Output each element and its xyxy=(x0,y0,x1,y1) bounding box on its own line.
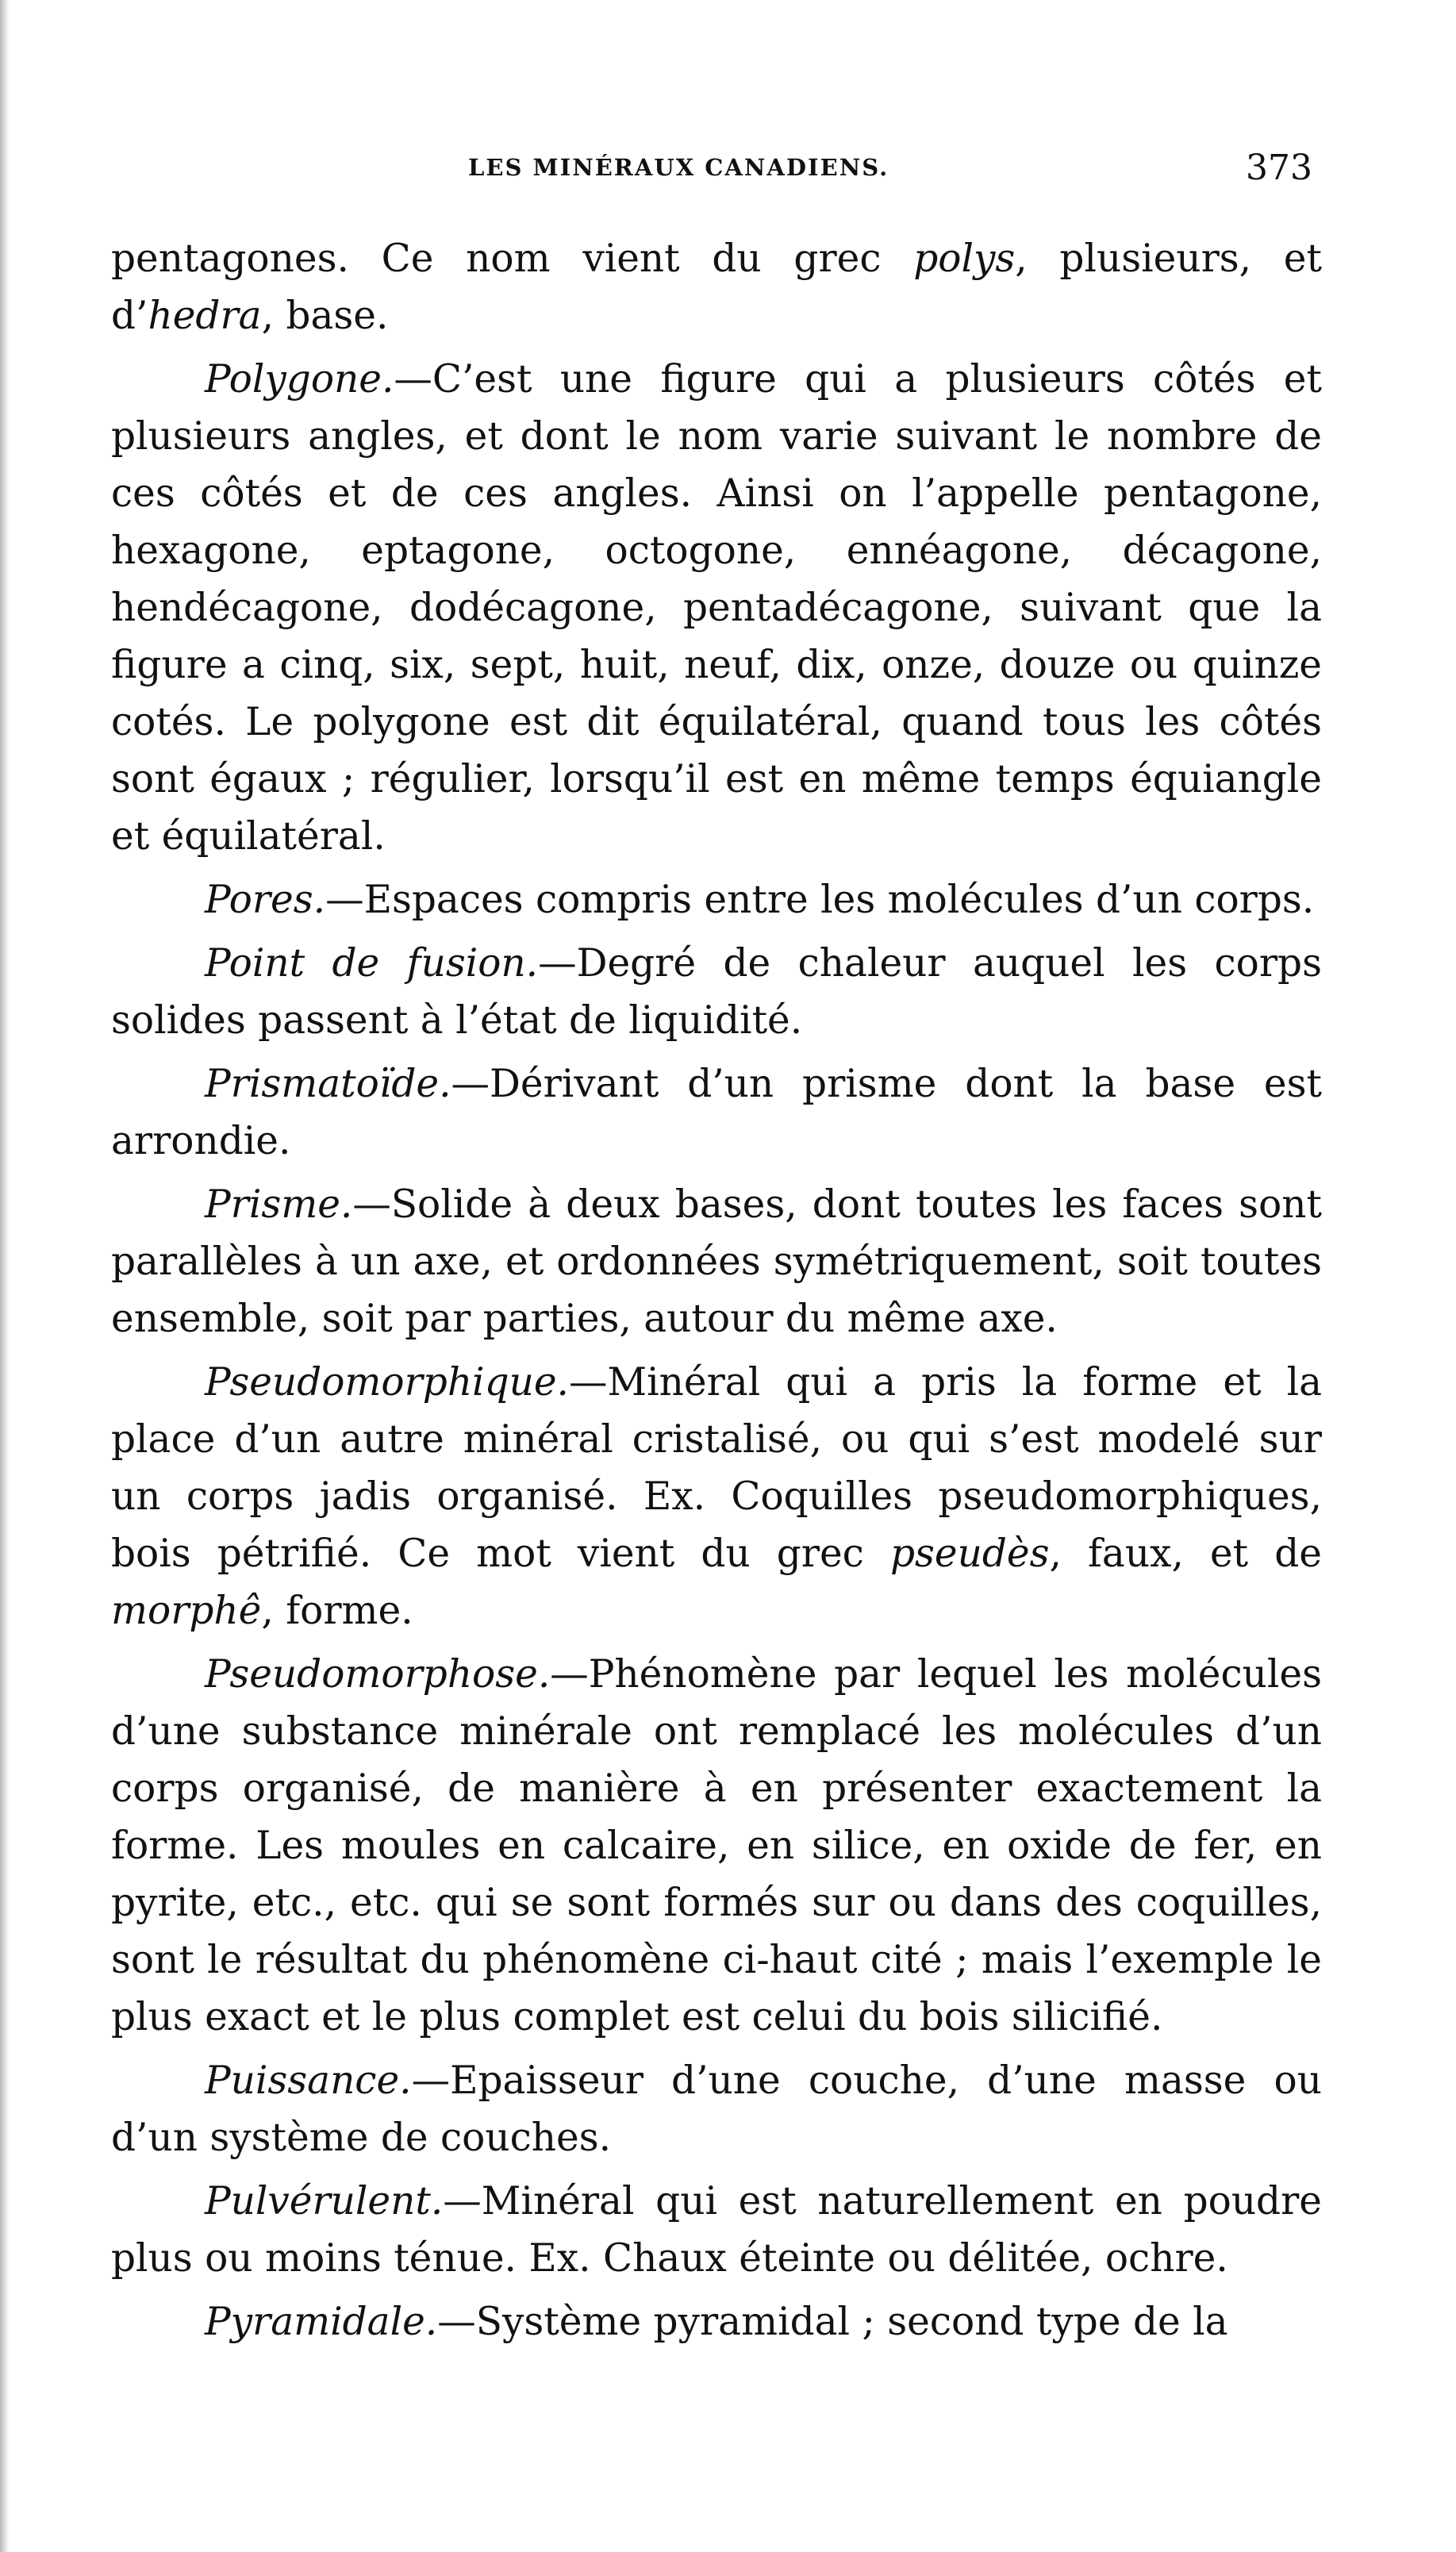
glossary-entry-pores xyxy=(111,871,1322,928)
entry-term: Pyramidale. xyxy=(205,2300,438,2344)
entry-term: Point de fusion. xyxy=(205,941,539,986)
entry-term: Prismatoïde. xyxy=(205,1062,451,1106)
entry-definition: —Solide à deux bases, dont toutes les faces sont parallèles à un axe, et ordonnées symétriquement, soit toutes ensemble, soit par parties, autour du même axe. xyxy=(111,1182,1322,1341)
entry-definition: —Système pyramidal ; second type de la xyxy=(437,2300,1228,2344)
entry-term: Polygone. xyxy=(205,357,394,402)
greek-word: pseudès xyxy=(889,1532,1050,1576)
entry-term: Pseudomorphose. xyxy=(205,1652,551,1697)
entry-definition: —Minéral qui a pris la forme et la place d’un autre minéral cristalisé, ou qui s’est modelé sur un corps jadis organisé. Ex. Coquilles pseudomorphiques, bois pétrifié. Ce mot vient du grec xyxy=(111,1360,1322,1576)
glossary-entry-pseudomorphose xyxy=(111,1646,1322,2046)
entry-term: Prisme. xyxy=(205,1182,353,1227)
glossary-entry-continuation: pentagones. Ce nom vient du grec polys, plusieurs, et d’hedra, base. xyxy=(111,236,1322,338)
greek-word: polys xyxy=(913,236,1016,281)
entry-term: Pulvérulent. xyxy=(205,2179,444,2223)
glossary-entry-puissance xyxy=(111,2052,1322,2166)
entry-term: Puissance. xyxy=(205,2058,412,2103)
page-number: 373 xyxy=(1246,148,1312,188)
greek-word: hedra xyxy=(148,294,262,338)
glossary-entry-pulverulent xyxy=(111,2173,1322,2287)
entry-term: Pores. xyxy=(205,878,326,922)
entry-definition: —Minéral qui est naturellement en poudre plus ou moins ténue. Ex. Chaux éteinte ou délitée, ochre. xyxy=(111,2179,1322,2281)
entry-term: Pseudomorphique. xyxy=(205,1360,569,1405)
entry-definition: —Espaces compris entre les molécules d’un corps. xyxy=(325,878,1315,922)
glossary-entry-point-de-fusion xyxy=(111,935,1322,1049)
greek-word: morphê xyxy=(111,1589,262,1633)
page-header xyxy=(0,148,1456,195)
binding-edge-shadow xyxy=(0,0,11,2552)
entry-definition: —Epaisseur d’une couche, d’une masse ou d’un système de couches. xyxy=(111,2058,1322,2160)
glossary-entry-polygone xyxy=(111,351,1322,865)
glossary-entry-pseudomorphique: Pseudomorphique.—Minéral qui a pris la forme et la place d’un autre minéral cristalisé, ou qui s’est modelé sur un corps jadis organisé. Ex. Coquilles pseudomorphiques, bois pétrifié. Ce mot vient du grec pseudès, faux, et de morphê, forme. xyxy=(111,1360,1322,1633)
entry-definition: —Phénomène par lequel les molécules d’une substance minérale ont remplacé les molécules d’un corps organisé, de manière à en présenter exactement la forme. Les moules en calcaire, en silice, en oxide de fer, en pyrite, etc., etc. qui se sont formés sur ou dans des coquilles, sont le résultat du phénomène ci-haut cité ; mais l’exemple le plus exact et le plus complet est celui du bois silicifié. xyxy=(111,1652,1322,2039)
glossary-text xyxy=(111,230,1322,2357)
running-title: LES MINÉRAUX CANADIENS. xyxy=(468,154,889,181)
glossary-entry-prisme xyxy=(111,1176,1322,1347)
entry-definition: —Degré de chaleur auquel les corps solides passent à l’état de liquidité. xyxy=(111,941,1322,1043)
entry-definition: —Dérivant d’un prisme dont la base est arrondie. xyxy=(111,1062,1322,1163)
glossary-entry-prismatoide xyxy=(111,1055,1322,1170)
entry-definition: —C’est une figure qui a plusieurs côtés et plusieurs angles, et dont le nom varie suivant le nombre de ces côtés et de ces angles. Ainsi on l’appelle pentagone, hexagone, eptagone, octogone, ennéagone, décagone, hendécagone, dodécagone, pentadécagone, suivant que la figure a cinq, six, sept, huit, neuf, dix, onze, douze ou quinze cotés. Le polygone est dit équilatéral, quand tous les côtés sont égaux ; régulier, lorsqu’il est en même temps équiangle et équilatéral. xyxy=(111,357,1322,859)
glossary-entry-pyramidale xyxy=(111,2293,1322,2350)
